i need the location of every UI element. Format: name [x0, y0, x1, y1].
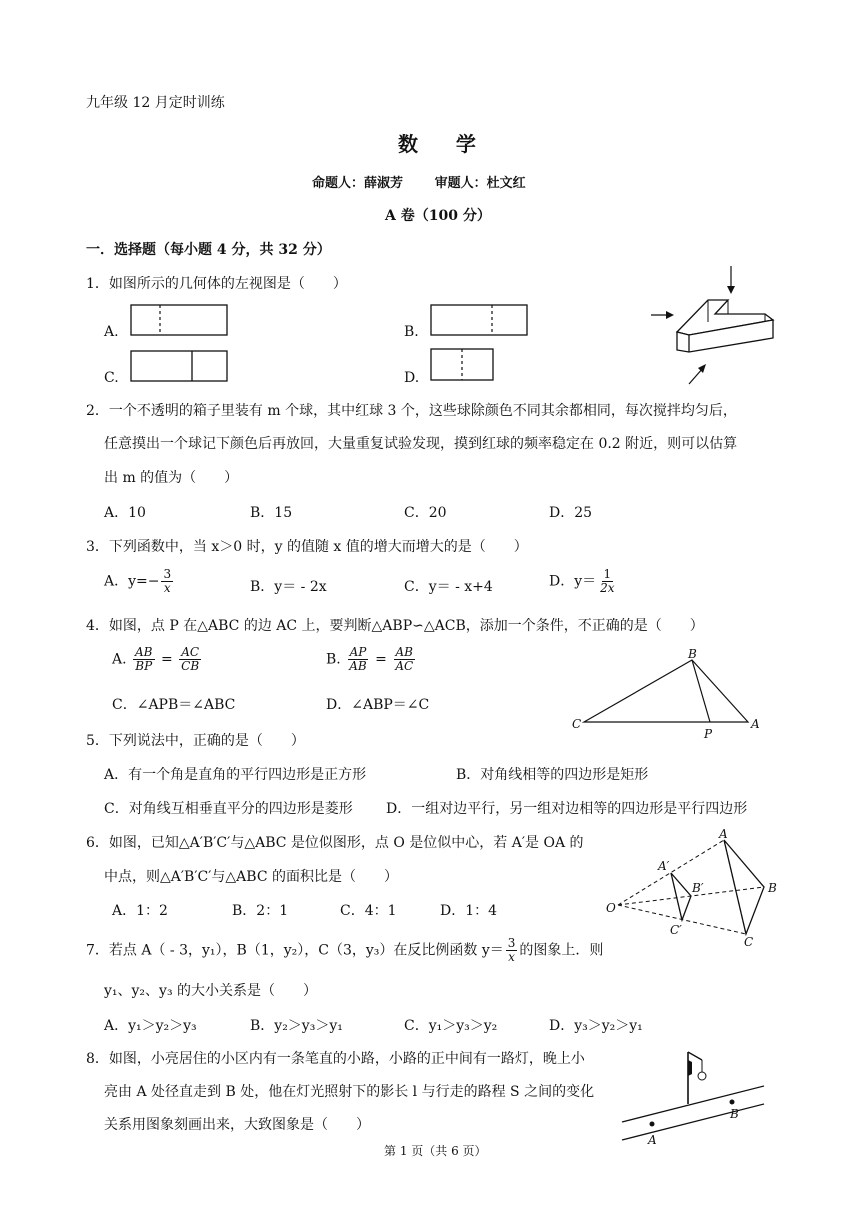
q6-label-b-prime: B′ — [692, 881, 704, 895]
page-title: 数 学 — [398, 132, 478, 156]
q6-line-1: 6．如图，已知△A′B′C′与△ABC 是位似图形，点 O 是位似中心，若 A′是 OA 的 — [86, 835, 584, 851]
q2-option-d: D．25 — [549, 505, 593, 521]
q3-option-a — [104, 568, 175, 595]
q4-label-a: A — [751, 717, 760, 731]
q4-option-a-fraction-right — [179, 646, 201, 673]
fraction-denominator: x — [163, 581, 171, 595]
q8-label-a: A — [648, 1133, 657, 1147]
q5-option-c: C．对角线互相垂直平分的四边形是菱形 — [104, 801, 353, 817]
q2-option-b: B．15 — [250, 505, 293, 521]
q6-label-c-prime: C′ — [670, 923, 682, 937]
q3-option-b: B．y＝ - 2x — [250, 579, 327, 595]
q4-option-d: D．∠ABP＝∠C — [326, 697, 430, 713]
q4-label-b: B — [688, 647, 697, 661]
q5-option-d: D．一组对边平行，另一组对边相等的四边形是平行四边形 — [386, 801, 748, 817]
q1-option-c-label: C. — [104, 370, 119, 386]
q7-line-1 — [86, 937, 603, 964]
equals-sign: = — [375, 651, 387, 668]
q6-homothety-figure — [598, 826, 788, 950]
q8-line-1: 8．如图，小亮居住的小区内有一条笔直的小路，小路的正中间有一路灯，晚上小 — [86, 1051, 585, 1067]
q4-option-a-label: A. — [112, 651, 127, 668]
q3-option-a-fraction — [161, 568, 173, 595]
q7-line-1-suffix: 的图象上．则 — [519, 942, 604, 959]
q1-option-c-figure — [130, 350, 230, 384]
q1-solid-figure — [645, 262, 775, 390]
q6-label-b: B — [768, 881, 777, 895]
q6-option-a: A．1：2 — [112, 903, 168, 919]
q6-label-a: A — [719, 827, 728, 841]
fraction-denominator: CB — [181, 659, 200, 673]
q4-stem: 4．如图，点 P 在△ABC 的边 AC 上，要判断△ABP∽△ACB，添加一个条件，不正确的是（ ） — [86, 618, 704, 634]
fraction-denominator: AC — [395, 659, 414, 673]
q3-option-c: C．y＝ - x+4 — [404, 579, 493, 595]
q8-line-3: 关系用图象刻画出来，大致图象是（ ） — [104, 1117, 370, 1133]
q6-option-b: B．2：1 — [232, 903, 289, 919]
q4-option-a-fraction-left — [133, 646, 154, 673]
q6-label-a-prime: A′ — [658, 859, 670, 873]
q1-option-b-figure — [430, 304, 530, 338]
q7-option-b: B．y₂＞y₃＞y₁ — [250, 1018, 343, 1034]
q4-option-b — [326, 646, 417, 673]
q3-option-a-prefix: A．y=− — [104, 573, 160, 590]
q8-line-2: 亮由 A 处径直走到 B 处，他在灯光照射下的影长 l 与行走的路程 S 之间的变化 — [104, 1084, 595, 1100]
q4-triangle-figure — [568, 648, 768, 744]
q4-option-a — [112, 646, 203, 673]
q4-option-b-fraction-left — [347, 646, 368, 673]
q4-label-c: C — [572, 717, 582, 731]
q7-option-a: A．y₁＞y₂＞y₃ — [104, 1018, 197, 1034]
q3-stem: 3．下列函数中，当 x＞0 时，y 的值随 x 值的增大而增大的是（ ） — [86, 539, 528, 555]
fraction-numerator: 1 — [603, 567, 612, 581]
fraction-denominator: x — [508, 950, 515, 964]
fraction-numerator: AB — [395, 645, 413, 659]
q7-fraction — [506, 937, 518, 964]
q2-option-a: A．10 — [104, 505, 146, 521]
q5-option-b: B．对角线相等的四边形是矩形 — [456, 767, 649, 783]
fraction-numerator: 3 — [163, 567, 172, 581]
q8-label-b: B — [730, 1107, 739, 1121]
q5-option-a: A．有一个角是直角的平行四边形是正方形 — [104, 767, 367, 783]
q7-line-2: y₁、y₂、y₃ 的大小关系是（ ） — [104, 983, 318, 999]
q3-option-d-fraction — [598, 568, 616, 595]
fraction-numerator: 3 — [507, 936, 516, 950]
fraction-numerator: AP — [349, 645, 367, 659]
q6-option-c: C．4：1 — [340, 903, 397, 919]
q8-path-lamp-figure — [618, 1046, 768, 1150]
authors-line: 命题人：薛淑芳 审题人：杜文红 — [312, 176, 526, 191]
q1-option-d-label: D. — [404, 370, 420, 386]
q2-line-1: 2．一个不透明的箱子里装有 m 个球，其中红球 3 个，这些球除颜色不同其余都相同，每次搅拌均匀后， — [86, 403, 737, 419]
fraction-denominator: BP — [135, 659, 153, 673]
q6-label-c: C — [744, 935, 754, 949]
q4-option-c: C．∠APB＝∠ABC — [112, 697, 236, 713]
q6-label-o: O — [606, 901, 616, 915]
q3-option-d — [549, 568, 619, 595]
part-heading: 一．选择题（每小题 4 分，共 32 分） — [86, 242, 331, 258]
equals-sign: = — [160, 651, 173, 668]
q6-option-d: D．1：4 — [440, 903, 498, 919]
q2-option-c: C．20 — [404, 505, 447, 521]
page-footer: 第 1 页（共 6 页） — [384, 1144, 487, 1158]
q6-line-2: 中点，则△A′B′C′与△ABC 的面积比是（ ） — [104, 869, 398, 885]
q1-option-a-figure — [130, 304, 230, 338]
exam-label: 九年级 12 月定时训练 — [86, 95, 225, 111]
q5-stem: 5．下列说法中，正确的是（ ） — [86, 733, 305, 749]
q7-option-d: D．y₃＞y₂＞y₁ — [549, 1018, 643, 1034]
q2-line-3: 出 m 的值为（ ） — [104, 470, 239, 486]
fraction-denominator: 2x — [600, 581, 615, 595]
q4-option-b-label: B. — [326, 651, 341, 668]
q7-line-1-prefix: 7．若点 A（ - 3，y₁），B（1，y₂），C（3，y₃）在反比例函数 y＝ — [86, 942, 504, 959]
q4-label-p: P — [704, 727, 713, 741]
fraction-numerator: AB — [135, 645, 153, 659]
q3-option-d-prefix: D．y＝ — [549, 573, 597, 590]
q1-option-b-label: B. — [404, 324, 419, 340]
q7-option-c: C．y₁＞y₃＞y₂ — [404, 1018, 498, 1034]
q1-option-a-label: A. — [104, 324, 119, 340]
q1-option-d-figure — [430, 348, 496, 382]
fraction-numerator: AC — [181, 645, 200, 659]
section-title: A 卷（100 分） — [385, 208, 491, 224]
q4-option-b-fraction-right — [393, 646, 415, 673]
q2-line-2: 任意摸出一个球记下颜色后再放回，大量重复试验发现，摸到红球的频率稳定在 0.2 附近，则可以估算 — [104, 436, 738, 452]
q1-stem: 1．如图所示的几何体的左视图是（ ） — [86, 276, 347, 292]
fraction-denominator: AB — [349, 659, 367, 673]
